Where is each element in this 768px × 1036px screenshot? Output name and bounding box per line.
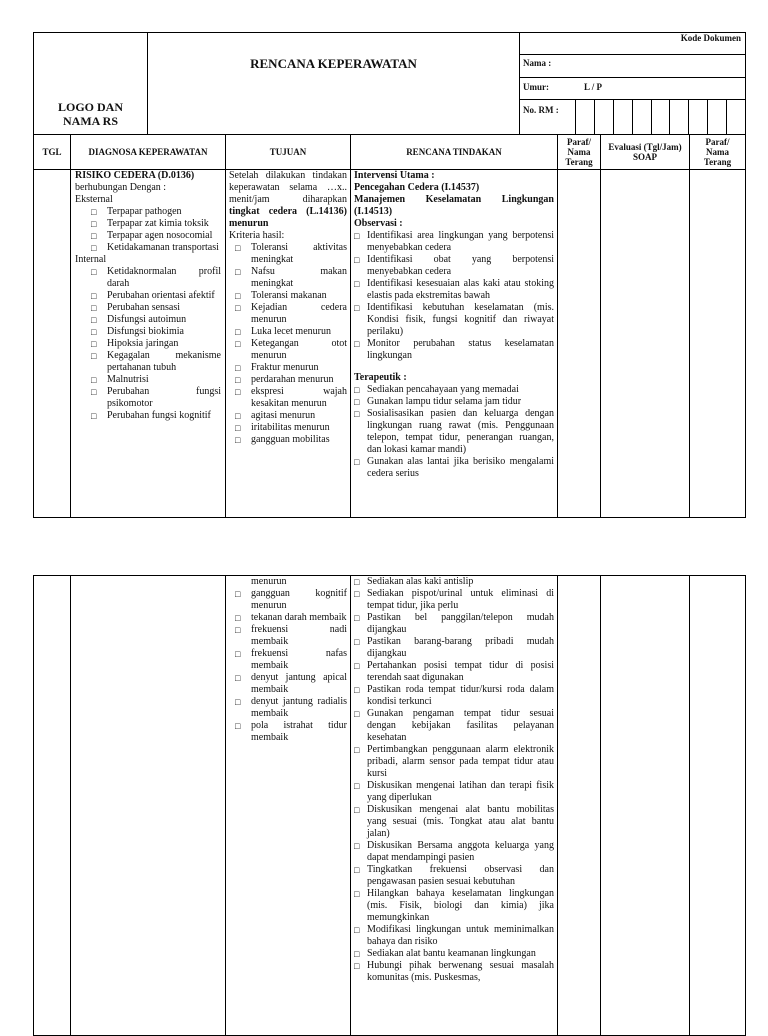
logo-text: LOGO DAN NAMA RS: [57, 100, 123, 128]
umur-label: Umur:: [523, 82, 549, 92]
kriteria-continued: menurun: [251, 576, 287, 587]
checkbox-icon[interactable]: □: [354, 805, 360, 815]
checkbox-icon[interactable]: □: [354, 409, 360, 419]
checkbox-icon[interactable]: □: [354, 709, 360, 719]
tujuan-goal: tingkat cedera (L.14136) menurun: [229, 206, 347, 229]
eksternal-item[interactable]: [91, 206, 221, 218]
observasi-item[interactable]: [354, 338, 554, 362]
checkbox-icon[interactable]: □: [354, 841, 360, 851]
terapeutik-item[interactable]: [354, 948, 554, 960]
checkbox-icon[interactable]: □: [354, 457, 360, 467]
observasi-item[interactable]: [354, 230, 554, 254]
intervensi-label: Intervensi Utama :: [354, 170, 435, 181]
col-paraf-2: Paraf/ Nama Terang: [690, 135, 746, 170]
terapeutik-item[interactable]: [354, 960, 554, 984]
rencana-cell: [351, 170, 558, 518]
kriteria-item[interactable]: [235, 720, 347, 744]
terapeutik-item[interactable]: [354, 888, 554, 924]
diagnosa-title: RISIKO CEDERA (D.0136): [75, 170, 195, 181]
observasi-item[interactable]: [354, 302, 554, 338]
checkbox-icon[interactable]: □: [235, 673, 241, 683]
internal-item[interactable]: [91, 290, 221, 302]
observasi-item-text: Identifikasi obat yang berpotensi menyebabkan cedera: [367, 254, 554, 277]
terapeutik-item-text: Sediakan alat bantu keamanan lingkungan: [367, 948, 536, 959]
norm-boxes[interactable]: [576, 100, 745, 134]
internal-item-text: Disfungsi autoimun: [107, 314, 187, 325]
checkbox-icon[interactable]: □: [354, 865, 360, 875]
checkbox-icon[interactable]: □: [354, 589, 360, 599]
observasi-item[interactable]: [354, 254, 554, 278]
lp-label: L / P: [584, 82, 603, 92]
kriteria-item-text: perdarahan menurun: [251, 374, 334, 385]
tgl-cell-continued[interactable]: [34, 576, 71, 1036]
kriteria-item[interactable]: [235, 302, 347, 326]
checkbox-icon[interactable]: □: [91, 207, 97, 217]
observasi-item-text: Identifikasi area lingkungan yang berpotensi menyebabkan cedera: [367, 230, 554, 253]
internal-item[interactable]: [91, 374, 221, 386]
kriteria-item[interactable]: [235, 362, 347, 374]
kriteria-item[interactable]: [235, 612, 347, 624]
care-plan-table: [33, 134, 746, 518]
internal-item-text: Hipoksia jaringan: [107, 338, 179, 349]
eksternal-item-text: Ketidakamanan transportasi: [107, 242, 219, 253]
eksternal-label: Eksternal: [75, 194, 113, 205]
checkbox-icon[interactable]: □: [354, 577, 360, 587]
terapeutik-item[interactable]: [354, 396, 554, 408]
checkbox-icon[interactable]: □: [354, 781, 360, 791]
checkbox-icon[interactable]: □: [354, 385, 360, 395]
kriteria-label: Kriteria hasil:: [229, 230, 285, 241]
terapeutik-item[interactable]: [354, 660, 554, 684]
checkbox-icon[interactable]: □: [354, 613, 360, 623]
terapeutik-item[interactable]: [354, 864, 554, 888]
checkbox-icon[interactable]: □: [91, 327, 97, 337]
checkbox-icon[interactable]: □: [235, 613, 241, 623]
tujuan-cell: [226, 170, 351, 518]
umur-field[interactable]: [520, 78, 745, 100]
terapeutik-item-text: Pastikan bel panggilan/telepon mudah dijangkau: [367, 612, 554, 635]
header-table: [33, 32, 746, 135]
internal-item-text: Kegagalan mekanisme pertahanan tubuh: [107, 350, 221, 373]
diagnosa-cell: [71, 170, 226, 518]
kriteria-item[interactable]: [235, 648, 347, 672]
kriteria-item-text: gangguan mobilitas: [251, 434, 330, 445]
kriteria-item-text: frekuensi nadi membaik: [251, 624, 347, 647]
terapeutik-item[interactable]: [354, 636, 554, 660]
terapeutik-item-text: Pertahankan posisi tempat tidur di posisi terendah saat digunakan: [367, 660, 554, 683]
logo-cell: [34, 33, 148, 135]
checkbox-icon[interactable]: □: [91, 243, 97, 253]
kriteria-item-text: Fraktur menurun: [251, 362, 319, 373]
kriteria-list-continued: [235, 588, 347, 744]
checkbox-icon[interactable]: □: [235, 327, 241, 337]
terapeutik-item-text: Diskusikan mengenai latihan dan terapi fisik yang diperlukan: [367, 780, 554, 803]
terapeutik-list-continued: [354, 576, 554, 984]
observasi-item-text: Identifikasi kesesuaian alas kaki atau stoking elastis pada ekstremitas bawah: [367, 278, 554, 301]
kriteria-item-text: Toleransi aktivitas meningkat: [251, 242, 347, 265]
checkbox-icon[interactable]: □: [354, 661, 360, 671]
terapeutik-item[interactable]: [354, 576, 554, 588]
internal-item-text: Perubahan fungsi kognitif: [107, 410, 211, 421]
kriteria-item[interactable]: [235, 290, 347, 302]
internal-item[interactable]: [91, 266, 221, 290]
eksternal-item-text: Terpapar agen nosocomial: [107, 230, 213, 241]
terapeutik-item-text: Gunakan lampu tidur selama jam tidur: [367, 396, 522, 407]
kriteria-item[interactable]: [235, 410, 347, 422]
page-1: [33, 32, 745, 518]
checkbox-icon[interactable]: □: [354, 279, 360, 289]
checkbox-icon[interactable]: □: [354, 255, 360, 265]
terapeutik-item[interactable]: [354, 780, 554, 804]
internal-label: Internal: [75, 254, 107, 265]
terapeutik-item-text: Gunakan pengaman tempat tidur sesuai dengan kebijakan fasilitas pelayanan kesehatan: [367, 708, 554, 743]
checkbox-icon[interactable]: □: [235, 435, 241, 445]
checkbox-icon[interactable]: □: [235, 589, 241, 599]
checkbox-icon[interactable]: □: [354, 745, 360, 755]
terapeutik-item[interactable]: [354, 684, 554, 708]
kriteria-item[interactable]: [235, 386, 347, 410]
title-cell: [148, 33, 520, 135]
checkbox-icon[interactable]: □: [235, 267, 241, 277]
kriteria-item[interactable]: [235, 242, 347, 266]
checkbox-icon[interactable]: □: [91, 315, 97, 325]
paraf-2-cell-continued[interactable]: [690, 576, 746, 1036]
eksternal-item[interactable]: [91, 242, 221, 254]
internal-item[interactable]: [91, 350, 221, 374]
paraf-2-cell[interactable]: [690, 170, 746, 518]
terapeutik-item[interactable]: [354, 804, 554, 840]
terapeutik-item-text: Hilangkan bahaya keselamatan lingkungan (mis. Fisik, biologi dan kimia) jika memungkinkan: [367, 888, 554, 923]
checkbox-icon[interactable]: □: [91, 219, 97, 229]
checkbox-icon[interactable]: □: [235, 411, 241, 421]
tgl-cell[interactable]: [34, 170, 71, 518]
internal-item[interactable]: [91, 326, 221, 338]
kriteria-item[interactable]: [235, 422, 347, 434]
rencana-cell-continued: [351, 576, 558, 1036]
terapeutik-item[interactable]: [354, 456, 554, 480]
terapeutik-item-text: Hubungi pihak berwenang sesuai masalah komunitas (mis. Puskesmas,: [367, 960, 554, 983]
internal-item-text: Ketidaknormalan profil darah: [107, 266, 221, 289]
eksternal-item[interactable]: [91, 218, 221, 230]
nama-field[interactable]: Nama :: [520, 55, 745, 78]
kriteria-item[interactable]: [235, 326, 347, 338]
eksternal-list: [91, 206, 221, 254]
checkbox-icon[interactable]: □: [354, 685, 360, 695]
terapeutik-item-text: Sosialisasikan pasien dan keluarga dengan lingkungan ruang rawat (mis. Penggunaan telepon, tempat tidur, penerangan ruangan, dan lokasi kamar mandi): [367, 408, 554, 455]
checkbox-icon[interactable]: □: [235, 625, 241, 635]
col-diagnosa: DIAGNOSA KEPERAWATAN: [71, 135, 226, 170]
kriteria-item-text: Toleransi makanan: [251, 290, 327, 301]
terapeutik-item-text: Gunakan alas lantai jika berisiko mengalami cedera serius: [367, 456, 554, 479]
observasi-label: Observasi :: [354, 218, 403, 229]
intervensi-2: Manajemen Keselamatan Lingkungan (I.14513): [354, 194, 554, 217]
kriteria-item-text: tekanan darah membaik: [251, 612, 347, 623]
checkbox-icon[interactable]: □: [354, 949, 360, 959]
terapeutik-item[interactable]: [354, 612, 554, 636]
col-rencana: RENCANA TINDAKAN: [351, 135, 558, 170]
terapeutik-item[interactable]: [354, 840, 554, 864]
internal-item-text: Perubahan orientasi afektif: [107, 290, 215, 301]
terapeutik-item-text: Tingkatkan frekuensi observasi dan pengawasan pasien sesuai kebutuhan: [367, 864, 554, 887]
kriteria-item[interactable]: [235, 338, 347, 362]
checkbox-icon[interactable]: □: [235, 375, 241, 385]
eksternal-item[interactable]: [91, 230, 221, 242]
kriteria-item[interactable]: [235, 434, 347, 446]
kriteria-item-text: Nafsu makan meningkat: [251, 266, 347, 289]
kriteria-item-text: denyut jantung radialis membaik: [251, 696, 347, 719]
kriteria-item[interactable]: [235, 624, 347, 648]
terapeutik-item-text: Pastikan barang-barang pribadi mudah dijangkau: [367, 636, 554, 659]
checkbox-icon[interactable]: □: [354, 637, 360, 647]
kriteria-list: [235, 242, 347, 446]
kriteria-item[interactable]: [235, 672, 347, 696]
checkbox-icon[interactable]: □: [235, 721, 241, 731]
tujuan-intro: Setelah dilakukan tindakan keperawatan selama …x.. menit/jam diharapkan: [229, 170, 347, 205]
kriteria-item-text: Luka lecet menurun: [251, 326, 331, 337]
checkbox-icon[interactable]: □: [235, 423, 241, 433]
checkbox-icon[interactable]: □: [91, 375, 97, 385]
checkbox-icon[interactable]: □: [354, 339, 360, 349]
checkbox-icon[interactable]: □: [91, 267, 97, 277]
kriteria-item-text: ekspresi wajah kesakitan menurun: [251, 386, 347, 409]
internal-item-text: Perubahan fungsi psikomotor: [107, 386, 221, 409]
internal-item[interactable]: [91, 386, 221, 410]
col-tgl: TGL: [34, 135, 71, 170]
checkbox-icon[interactable]: □: [235, 339, 241, 349]
page-title: RENCANA KEPERAWATAN: [250, 56, 417, 71]
checkbox-icon[interactable]: □: [354, 231, 360, 241]
checkbox-icon[interactable]: □: [235, 649, 241, 659]
patient-info-cell: [520, 33, 746, 135]
kriteria-item-text: iritabilitas menurun: [251, 422, 330, 433]
terapeutik-item-text: Pertimbangkan penggunaan alarm elektronik pribadi, alarm sensor pada tempat tidur atau kursi: [367, 744, 554, 779]
checkbox-icon[interactable]: □: [235, 303, 241, 313]
kriteria-item[interactable]: [235, 374, 347, 386]
terapeutik-item[interactable]: [354, 744, 554, 780]
kode-dokumen: Kode Dokumen: [520, 33, 745, 55]
page-2: [33, 575, 745, 1036]
checkbox-icon[interactable]: □: [91, 339, 97, 349]
terapeutik-list: [354, 384, 554, 480]
internal-item[interactable]: [91, 410, 221, 422]
kriteria-item-text: pola istrahat tidur membaik: [251, 720, 347, 743]
terapeutik-item-text: Sediakan pispot/urinal untuk eliminasi di tempat tidur, jika perlu: [367, 588, 554, 611]
kriteria-item-text: agitasi menurun: [251, 410, 316, 421]
terapeutik-item-text: Diskusikan Bersama anggota keluarga yang dapat mendampingi pasien: [367, 840, 554, 863]
norm-row[interactable]: [520, 100, 745, 134]
intervensi-1: Pencegahan Cedera (I.14537): [354, 182, 480, 193]
terapeutik-item-text: Pastikan roda tempat tidur/kursi roda dalam kondisi terkunci: [367, 684, 554, 707]
tujuan-cell-continued: [226, 576, 351, 1036]
checkbox-icon[interactable]: □: [354, 925, 360, 935]
internal-item-text: Malnutrisi: [107, 374, 149, 385]
checkbox-icon[interactable]: □: [354, 889, 360, 899]
internal-list: [91, 266, 221, 422]
checkbox-icon[interactable]: □: [235, 697, 241, 707]
eksternal-item-text: Terpapar zat kimia toksik: [107, 218, 209, 229]
eksternal-item-text: Terpapar pathogen: [107, 206, 182, 217]
checkbox-icon[interactable]: □: [235, 243, 241, 253]
terapeutik-item[interactable]: [354, 384, 554, 396]
checkbox-icon[interactable]: □: [235, 363, 241, 373]
kriteria-item[interactable]: [235, 588, 347, 612]
internal-item-text: Perubahan sensasi: [107, 302, 181, 313]
internal-item[interactable]: [91, 302, 221, 314]
kriteria-item-text: Ketegangan otot menurun: [251, 338, 347, 361]
internal-item[interactable]: [91, 338, 221, 350]
kriteria-item-text: gangguan kognitif menurun: [251, 588, 347, 611]
col-evaluasi: Evaluasi (Tgl/Jam) SOAP: [601, 135, 690, 170]
checkbox-icon[interactable]: □: [354, 961, 360, 971]
evaluasi-cell-continued[interactable]: [601, 576, 690, 1036]
terapeutik-item[interactable]: [354, 408, 554, 456]
checkbox-icon[interactable]: □: [235, 291, 241, 301]
observasi-item-text: Monitor perubahan status keselamatan lingkungan: [367, 338, 554, 361]
terapeutik-item[interactable]: [354, 924, 554, 948]
observasi-item-text: Identifikasi kebutuhan keselamatan (mis. Kondisi fisik, fungsi kognitif dan riwayat perilaku): [367, 302, 554, 337]
kriteria-item-text: Kejadian cedera menurun: [251, 302, 347, 325]
col-tujuan: TUJUAN: [226, 135, 351, 170]
diagnosa-cell-continued: [71, 576, 226, 1036]
internal-item-text: Disfungsi biokimia: [107, 326, 184, 337]
terapeutik-item-text: Sediakan pencahayaan yang memadai: [367, 384, 519, 395]
checkbox-icon[interactable]: □: [91, 291, 97, 301]
checkbox-icon[interactable]: □: [91, 231, 97, 241]
observasi-list: [354, 230, 554, 362]
checkbox-icon[interactable]: □: [91, 303, 97, 313]
kriteria-item[interactable]: [235, 266, 347, 290]
diagnosa-sub: berhubungan Dengan :: [75, 182, 167, 193]
paraf-1-cell[interactable]: [558, 170, 601, 518]
internal-item[interactable]: [91, 314, 221, 326]
evaluasi-cell[interactable]: [601, 170, 690, 518]
checkbox-icon[interactable]: □: [354, 303, 360, 313]
norm-label: No. RM :: [520, 100, 576, 134]
checkbox-icon[interactable]: □: [354, 397, 360, 407]
terapeutik-item-text: Modifikasi lingkungan untuk meminimalkan bahaya dan risiko: [367, 924, 554, 947]
terapeutik-item-text: Diskusikan mengenai alat bantu mobilitas yang sesuai (mis. Tongkat atau alat bantu jalan): [367, 804, 554, 839]
checkbox-icon[interactable]: □: [91, 351, 97, 361]
kriteria-item[interactable]: [235, 696, 347, 720]
kriteria-item-text: denyut jantung apical membaik: [251, 672, 347, 695]
checkbox-icon[interactable]: □: [91, 387, 97, 397]
kriteria-item-text: frekuensi nafas membaik: [251, 648, 347, 671]
observasi-item[interactable]: [354, 278, 554, 302]
terapeutik-item[interactable]: [354, 708, 554, 744]
care-plan-table-continued: [33, 575, 746, 1036]
terapeutik-item[interactable]: [354, 588, 554, 612]
terapeutik-item-text: Sediakan alas kaki antislip: [367, 576, 474, 587]
paraf-1-cell-continued[interactable]: [558, 576, 601, 1036]
terapeutik-label: Terapeutik :: [354, 372, 407, 383]
col-paraf-1: Paraf/ Nama Terang: [558, 135, 601, 170]
checkbox-icon[interactable]: □: [91, 411, 97, 421]
checkbox-icon[interactable]: □: [235, 387, 241, 397]
